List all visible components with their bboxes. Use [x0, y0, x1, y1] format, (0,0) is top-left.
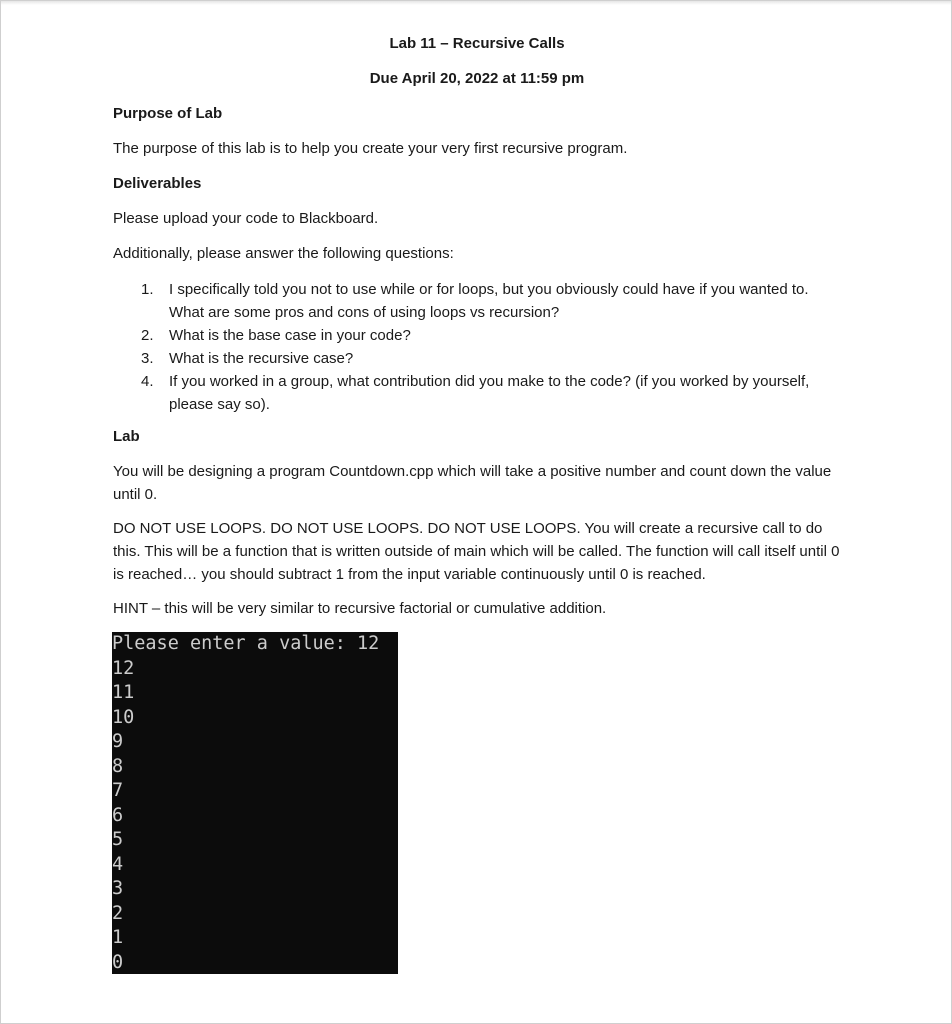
console-line: 0	[112, 951, 124, 973]
console-line: 4	[112, 853, 124, 875]
question-number: 4.	[141, 373, 154, 390]
question-text: I specifically told you not to use while or for loops, but you obviously could have if you wanted to. What are some pros and cons of using loops vs recursion?	[169, 281, 809, 321]
question-number: 2.	[141, 327, 154, 344]
hint-text: HINT – this will be very similar to recursive factorial or cumulative addition.	[113, 600, 607, 617]
console-line: 10	[112, 706, 135, 728]
console-line: 11	[112, 682, 135, 703]
lab-description: You will be designing a program Countdown.cpp which will take a positive number and count down the value until 0.	[113, 463, 832, 503]
console-line: 1	[112, 927, 124, 948]
due-date: Due April 20, 2022 at 11:59 pm	[369, 70, 585, 87]
lab-instructions: DO NOT USE LOOPS. DO NOT USE LOOPS. DO NOT USE LOOPS. You will create a recursive call to do this. This will be a function that is written outside of main which will be called. The function will call itself until 0 is reached… you should subtract 1 from the input variable continuously until 0 is reached.	[113, 520, 840, 583]
question-text: What is the recursive case?	[169, 350, 354, 367]
questions-intro: Additionally, please answer the following questions:	[113, 245, 454, 262]
question-item	[141, 370, 839, 416]
question-number: 1.	[141, 281, 154, 298]
question-number: 3.	[141, 350, 154, 367]
console-line: 2	[112, 902, 124, 924]
console-line: 5	[112, 829, 124, 850]
question-item	[141, 324, 839, 347]
purpose-heading: Purpose of Lab	[113, 105, 223, 122]
console-line: 9	[112, 731, 124, 752]
question-text: What is the base case in your code?	[169, 327, 411, 344]
deliverables-heading: Deliverables	[113, 175, 202, 192]
lab-title: Lab 11 – Recursive Calls	[389, 35, 565, 52]
console-line: 12	[112, 657, 135, 679]
lab-heading: Lab	[113, 428, 140, 445]
question-text: If you worked in a group, what contribution did you make to the code? (if you worked by yourself, please say so).	[169, 373, 810, 413]
console-line: 6	[112, 804, 124, 826]
questions-list	[141, 278, 839, 416]
question-item	[141, 278, 839, 324]
console-line: 7	[112, 780, 124, 801]
upload-instruction: Please upload your code to Blackboard.	[113, 210, 379, 227]
console-line: Please enter a value: 12	[112, 633, 380, 654]
console-line: 8	[112, 755, 124, 777]
purpose-text: The purpose of this lab is to help you create your very first recursive program.	[113, 140, 628, 157]
console-output	[112, 632, 398, 974]
question-item	[141, 347, 839, 370]
console-line: 3	[112, 878, 124, 899]
